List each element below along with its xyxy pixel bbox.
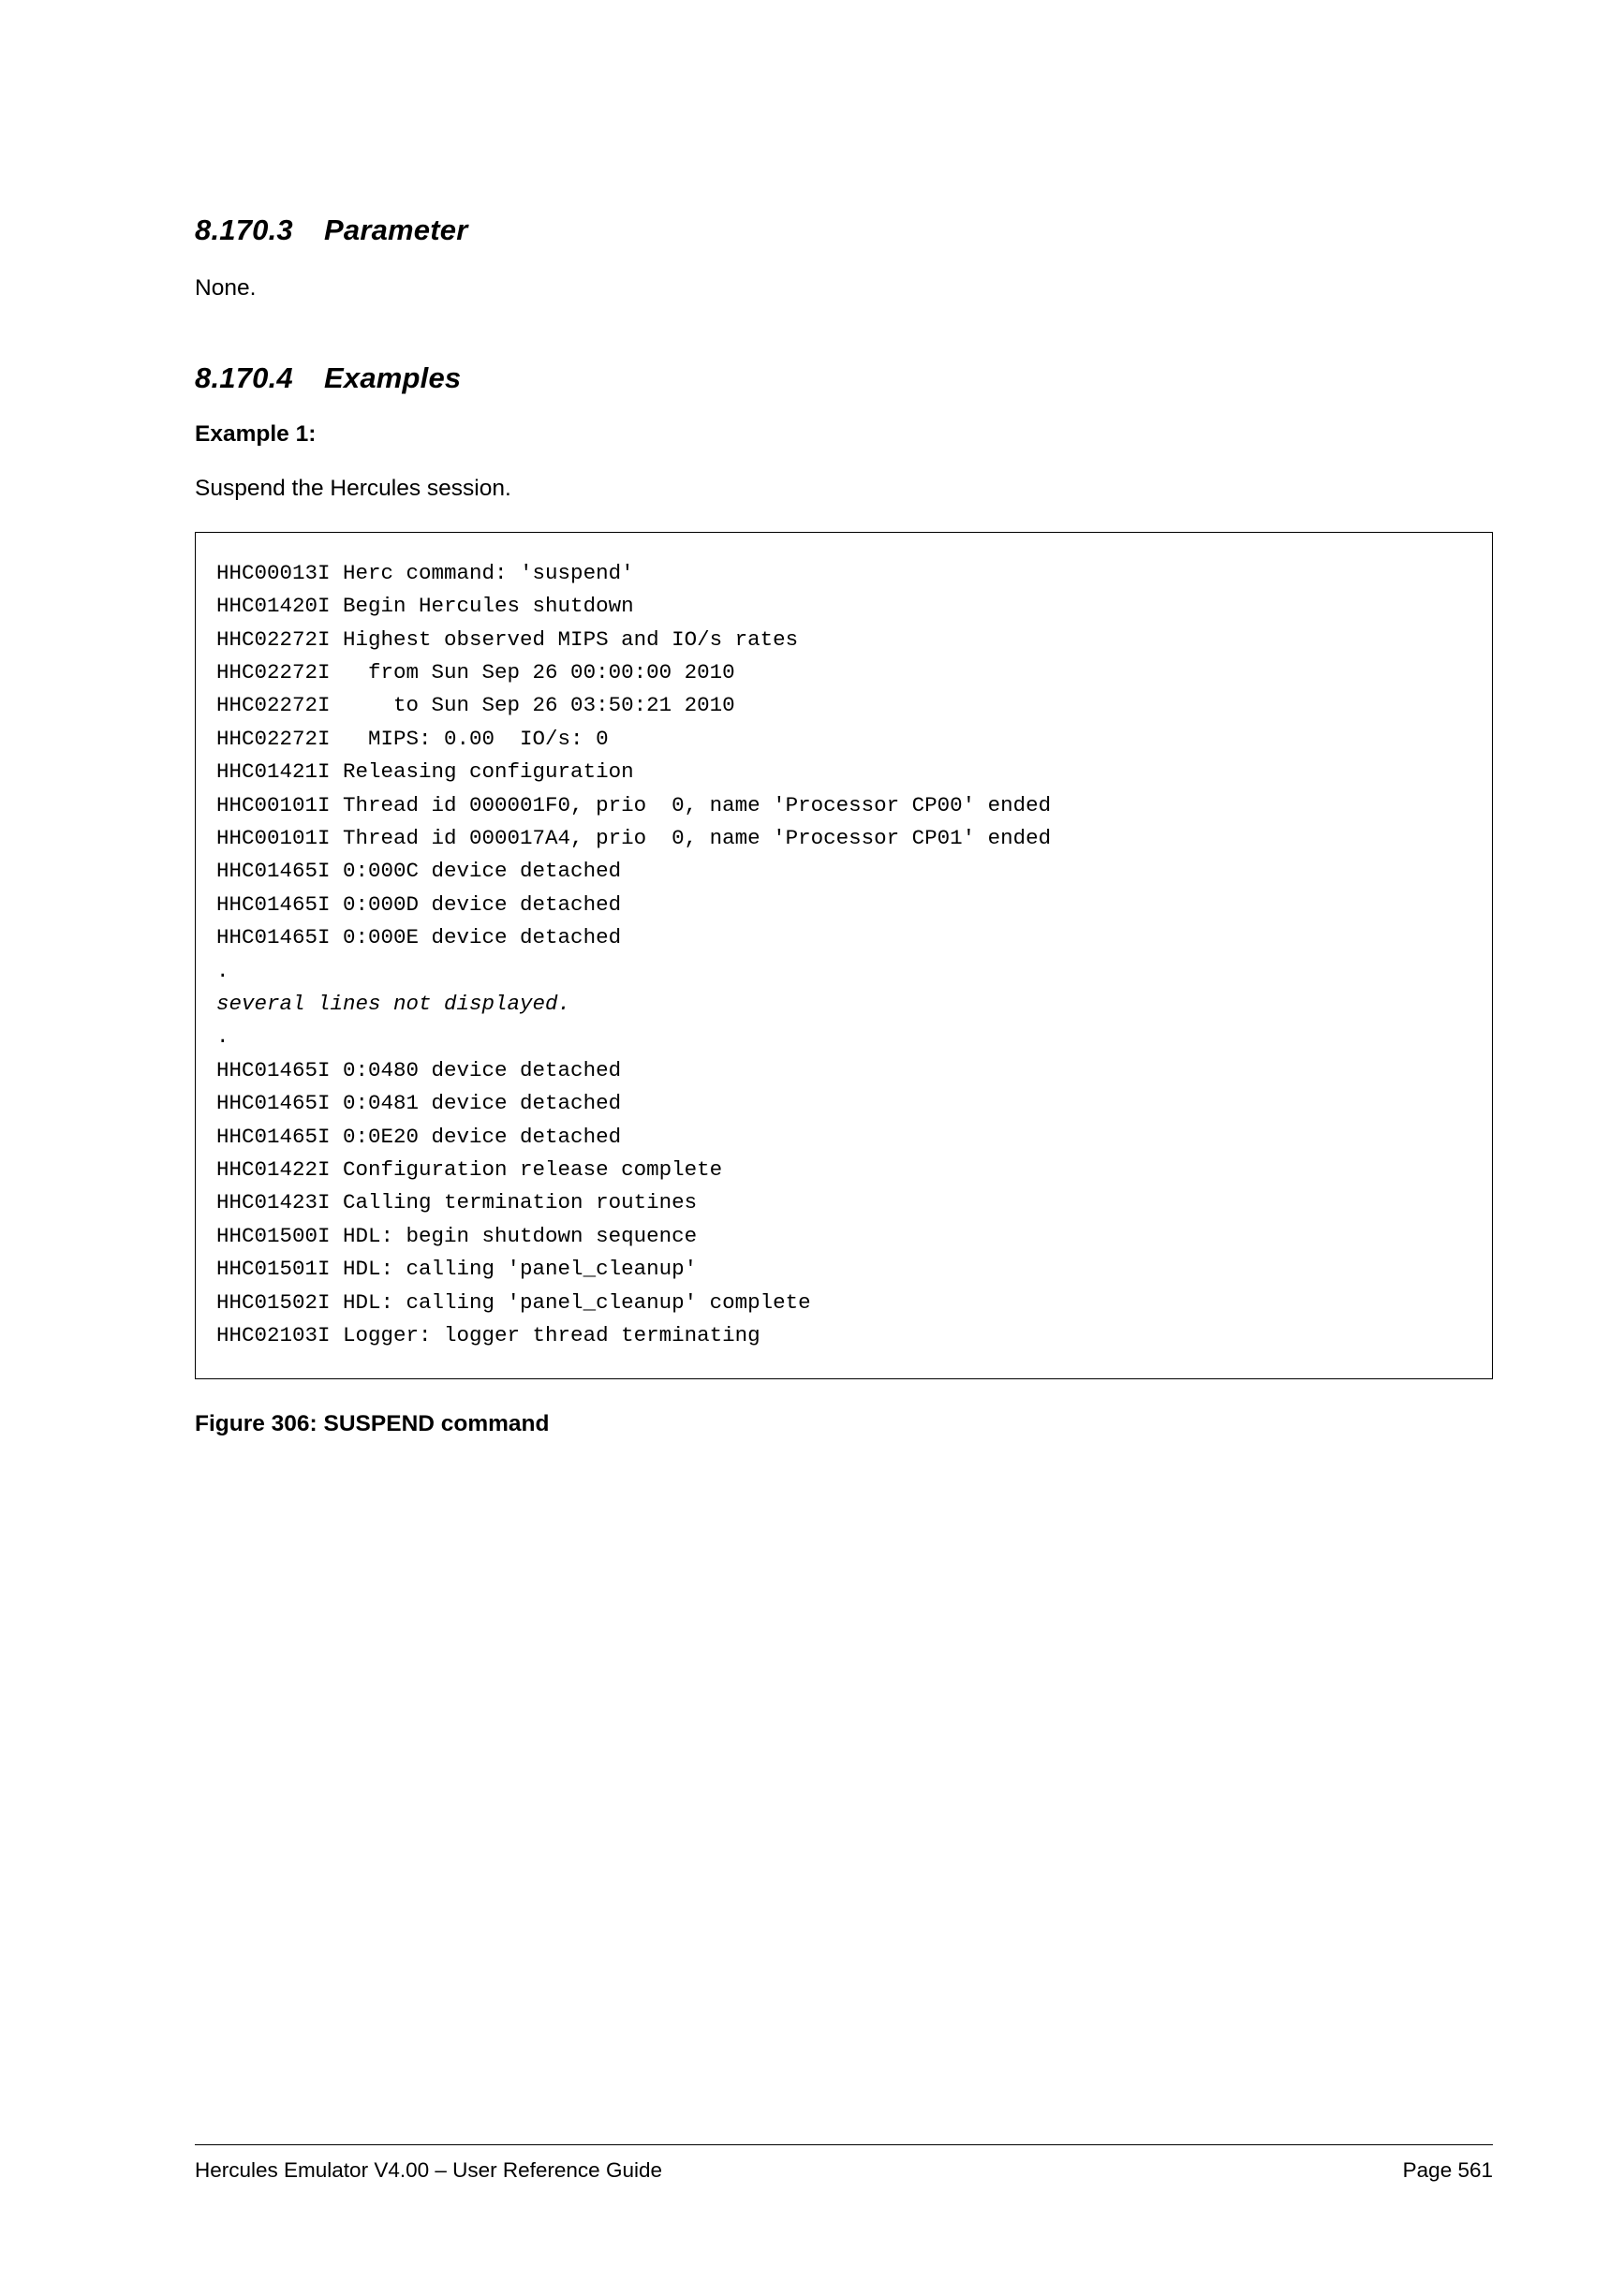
code-block	[195, 532, 1493, 1380]
code-line: HHC00101I Thread id 000001F0, prio 0, name 'Processor CP00' ended	[216, 792, 1052, 817]
code-line: HHC01465I 0:000D device detached	[216, 891, 622, 917]
section-title: Examples	[324, 361, 462, 394]
example-description: Suspend the Hercules session.	[195, 475, 511, 501]
code-line: HHC01500I HDL: begin shutdown sequence	[216, 1223, 698, 1248]
section-number: 8.170.4	[195, 361, 293, 394]
code-line: HHC02272I from Sun Sep 26 00:00:00 2010	[216, 659, 735, 684]
parameter-body-text: None.	[195, 275, 257, 301]
code-line: HHC02272I Highest observed MIPS and IO/s rates	[216, 626, 799, 652]
code-line: HHC00013I Herc command: 'suspend'	[216, 560, 634, 585]
code-line: HHC01465I 0:0481 device detached	[216, 1091, 622, 1116]
code-line: HHC01465I 0:0E20 device detached	[216, 1124, 622, 1149]
section-number: 8.170.3	[195, 213, 293, 246]
page-footer	[195, 2144, 1493, 2183]
code-line: HHC01465I 0:000E device detached	[216, 925, 622, 950]
code-line: HHC02103I Logger: logger thread terminating	[216, 1323, 760, 1348]
code-line: HHC01423I Calling termination routines	[216, 1190, 698, 1215]
code-line: several lines not displayed.	[216, 991, 571, 1016]
code-line: .	[216, 1024, 229, 1050]
code-line: HHC00101I Thread id 000017A4, prio 0, name 'Processor CP01' ended	[216, 825, 1052, 850]
page-content	[195, 213, 1497, 1461]
code-line: HHC01501I HDL: calling 'panel_cleanup'	[216, 1257, 698, 1282]
footer-left-text: Hercules Emulator V4.00 – User Reference Guide	[195, 2158, 662, 2182]
spacer	[195, 448, 1497, 474]
section-heading-parameter	[195, 213, 1497, 247]
spacer	[195, 303, 1497, 361]
figure-caption: Figure 306: SUSPEND command	[195, 1411, 550, 1437]
code-line: HHC01421I Releasing configuration	[216, 759, 634, 785]
section-title: Parameter	[324, 213, 468, 246]
code-line: HHC01420I Begin Hercules shutdown	[216, 594, 634, 619]
code-line: HHC02272I MIPS: 0.00 IO/s: 0	[216, 726, 609, 751]
footer-page-number: Page 561	[1402, 2158, 1493, 2182]
code-line: HHC01502I HDL: calling 'panel_cleanup' complete	[216, 1289, 811, 1315]
code-line: HHC01465I 0:0480 device detached	[216, 1057, 622, 1082]
spacer	[195, 395, 1497, 421]
spacer	[195, 247, 1497, 273]
section-heading-examples	[195, 361, 1497, 395]
example-label: Example 1:	[195, 420, 317, 447]
code-line: HHC02272I to Sun Sep 26 03:50:21 2010	[216, 693, 735, 718]
code-line: HHC01422I Configuration release complete	[216, 1157, 723, 1182]
code-line: HHC01465I 0:000C device detached	[216, 859, 622, 884]
code-line: .	[216, 958, 229, 983]
